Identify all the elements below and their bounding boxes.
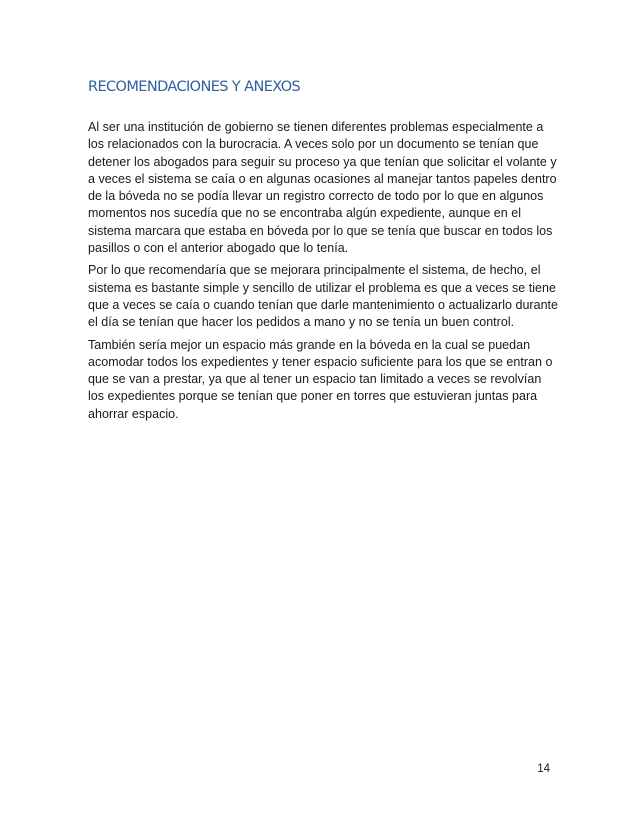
page-number: 14 <box>537 763 550 775</box>
paragraph: Por lo que recomendaría que se mejorara principalmente el sistema, de hecho, el sistema es bastante simple y sencillo de utilizar el problema es que a veces se tiene que a veces se caía o cuando tenían que darle mantenimiento o actualizarlo durante el día se tenían que hacer los pedidos a mano y no se tenía un buen control. <box>88 263 559 330</box>
body-text <box>88 119 558 428</box>
section-heading: RECOMENDACIONES Y ANEXOS <box>88 79 301 95</box>
paragraph: Al ser una institución de gobierno se tienen diferentes problemas especialmente a los relacionados con la burocracia. A veces solo por un documento se tenían que detener los abogados para seguir su proceso ya que tenían que solicitar el volante y a veces el sistema se caía o en algunas ocasiones al manejar tantos papeles dentro de la bóveda no se podía llevar un registro correcto de todo por lo que en algunos momentos nos sucedía que no se encontraba algún expediente, aunque en el sistema marcara que estaba en bóveda por lo que se tenía que buscar en todos los pasillos o con el anterior abogado que lo tenía. <box>88 120 557 256</box>
paragraph: También sería mejor un espacio más grande en la bóveda en la cual se puedan acomodar todos los expedientes y tener espacio suficiente para los que se entran o que se van a prestar, ya que al tener un espacio tan limitado a veces se revolvían los expedientes porque se tenían que poner en torres que estuvieran juntas para ahorrar espacio. <box>88 337 553 421</box>
